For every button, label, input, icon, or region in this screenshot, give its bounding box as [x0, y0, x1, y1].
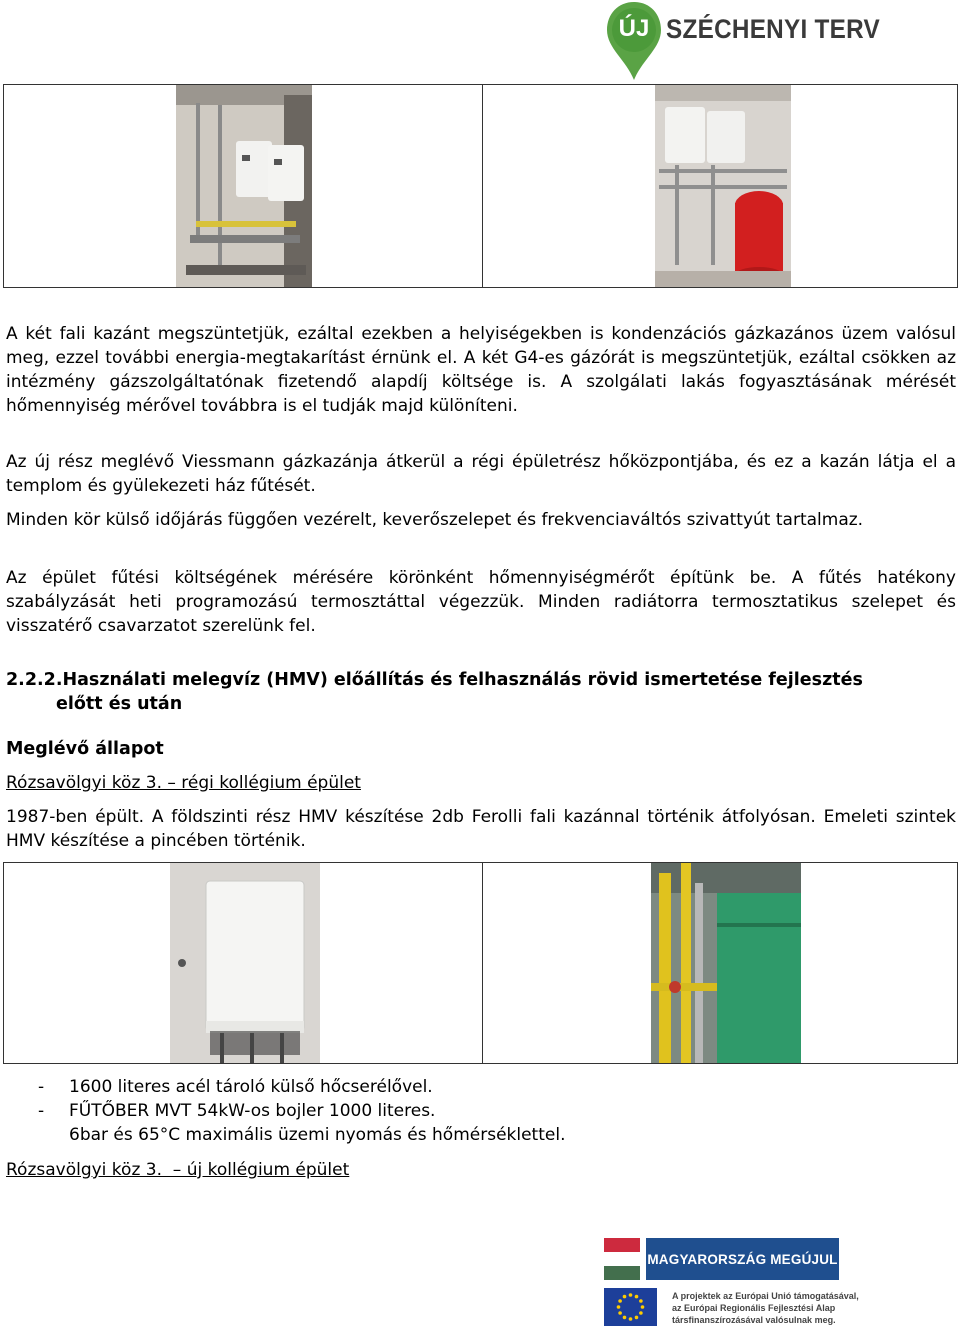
paragraph-circuits: Minden kör külső időjárás függően vezérelt, keverőszelepet és frekvenciaváltós szivattyút tartalmaz.	[6, 510, 864, 530]
list-item	[6, 1075, 906, 1099]
list-item-text: 6bar és 65°C maximális üzemi nyomás és hőmérséklettel.	[69, 1125, 566, 1145]
list-item-text: FŰTŐBER MVT 54kW-os bojler 1000 literes.	[69, 1101, 436, 1121]
logo-title: SZÉCHENYI TERV	[666, 14, 880, 44]
eu-funding-line2: az Európai Regionális Fejlesztési Alap	[672, 1303, 836, 1313]
list-item	[6, 1123, 906, 1147]
magyarorszag-megujul-banner: MAGYARORSZÁG MEGÚJUL	[646, 1238, 839, 1280]
paragraph-metering: Az épület fűtési költségének mérésére körönként hőmennyiségmérőt építünk be. A fűtés hatékony szabályzását heti programozású termosztáttal végezzük. Minden radiátorra termosztatikus szelepet és visszatérő csavarzatot szerelünk fel.	[6, 568, 956, 636]
list-item-dash: -	[38, 1077, 45, 1097]
photo-cell-left	[4, 863, 482, 1063]
list-item-text: 1600 literes acél tároló külső hőcserélővel.	[69, 1077, 433, 1097]
subheading-existing-state: Meglévő állapot	[6, 739, 164, 759]
hmv-storage-tank-photo	[651, 863, 801, 1063]
list-item-dash: -	[38, 1101, 45, 1121]
eu-flag-icon	[604, 1288, 657, 1326]
logo-badge-text: ÚJ	[618, 15, 650, 42]
photo-table-top	[3, 84, 958, 288]
hungarian-flag-icon	[604, 1238, 640, 1280]
photo-table-bottom	[3, 862, 958, 1064]
equipment-list	[6, 1075, 906, 1147]
section-heading-line1: 2.2.2.Használati melegvíz (HMV) előállítás és felhasználás rövid ismertetése fejlesztés	[6, 670, 863, 690]
boiler-expansion-tank-photo	[655, 85, 791, 287]
eu-funding-line3: társfinanszírozásával valósulnak meg.	[672, 1315, 836, 1325]
section-heading-line2: előtt és után	[56, 694, 183, 714]
eu-funding-note	[672, 1290, 859, 1326]
wall-boiler-photo	[170, 863, 320, 1063]
section-heading	[6, 668, 956, 716]
photo-cell-left	[4, 85, 482, 287]
photo-cell-right	[482, 85, 958, 287]
eu-funding-line1: A projektek az Európai Unió támogatásával,	[672, 1291, 859, 1301]
list-item	[6, 1099, 906, 1123]
paragraph-viessmann: Az új rész meglévő Viessmann gázkazánja átkerül a régi épületrész hőközpontjába, és ez a kazán látja el a templom és gyülekezeti ház fűtését.	[6, 452, 956, 496]
paragraph-hmv-existing: 1987-ben épült. A földszinti rész HMV készítése 2db Ferolli fali kazánnal történik átfolyósan. Emeleti szintek HMV készítése a pincében történik.	[6, 807, 956, 851]
szechenyi-terv-logo	[600, 0, 880, 82]
paragraph-boilers: A két fali kazánt megszüntetjük, ezáltal ezekben a helyiségekben is kondenzációs gázkazános üzem valósul meg, ezzel további energia-megtakarítást érnünk el. A két G4-es gázórát is megszüntetjük, ezáltal csökken az intézmény gázszolgáltatónak fizetendő alapdíj költsége is. A szolgálati lakás fogyasztásának mérését hőmennyiség mérővel továbbra is el tudják majd különíteni.	[6, 324, 956, 416]
location-old-building: Rózsavölgyi köz 3. – régi kollégium épület	[6, 773, 361, 793]
photo-cell-right	[482, 863, 958, 1063]
boiler-photo	[176, 85, 312, 287]
location-new-building: Rózsavölgyi köz 3. – új kollégium épület	[6, 1160, 350, 1180]
